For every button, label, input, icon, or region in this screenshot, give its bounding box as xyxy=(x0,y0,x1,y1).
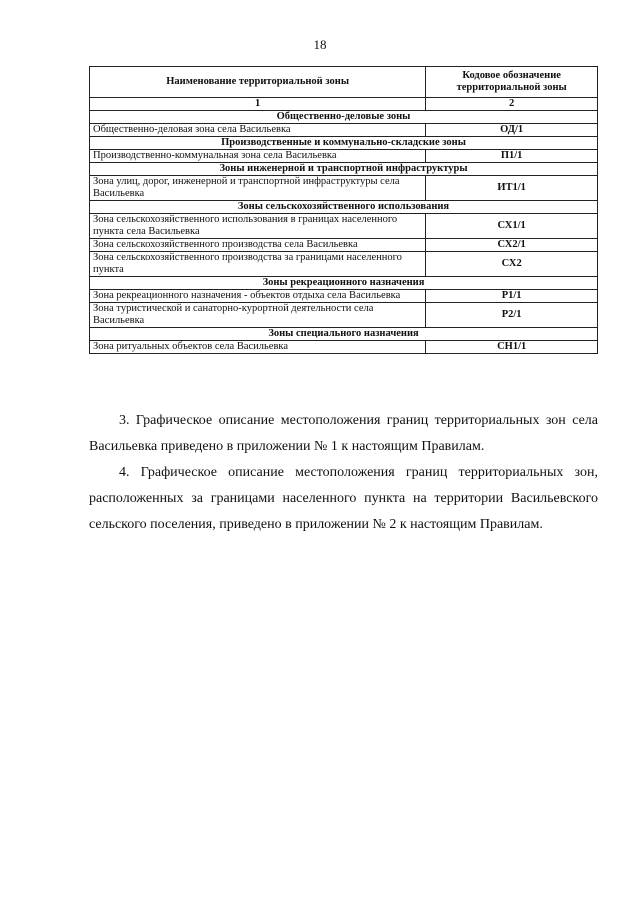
zone-code-cell: ИТ1/1 xyxy=(426,176,598,201)
table-row xyxy=(90,150,598,163)
territorial-zones-table xyxy=(89,66,598,354)
zone-group-title: Зоны рекреационного назначения xyxy=(90,277,598,290)
zone-group-title: Зоны специального назначения xyxy=(90,328,598,341)
zone-name-cell: Зона ритуальных объектов села Васильевка xyxy=(90,341,426,354)
zone-group-row xyxy=(90,201,598,214)
zone-name-cell: Общественно-деловая зона села Васильевка xyxy=(90,124,426,137)
page-number: 18 xyxy=(313,37,327,52)
zone-name-cell: Зона рекреационного назначения - объектов отдыха села Васильевка xyxy=(90,290,426,303)
zone-name-cell: Зона сельскохозяйственного производства села Васильевка xyxy=(90,239,426,252)
table-row xyxy=(90,124,598,137)
zone-group-row xyxy=(90,137,598,150)
table-row xyxy=(90,176,598,201)
zone-group-row xyxy=(90,111,598,124)
table-row xyxy=(90,341,598,354)
column-number-row xyxy=(90,98,598,111)
zone-code-cell: ОД/1 xyxy=(426,124,598,137)
zone-group-row xyxy=(90,163,598,176)
header-zone-name: Наименование территориальной зоны xyxy=(90,67,426,98)
zone-code-cell: СХ2 xyxy=(426,252,598,277)
table-row xyxy=(90,303,598,328)
table-row xyxy=(90,290,598,303)
zone-group-row xyxy=(90,328,598,341)
zone-group-title: Производственные и коммунально-складские зоны xyxy=(90,137,598,150)
zone-code-cell: П1/1 xyxy=(426,150,598,163)
zone-code-cell: СН1/1 xyxy=(426,341,598,354)
zone-group-row xyxy=(90,277,598,290)
table-row xyxy=(90,252,598,277)
zone-code-cell: Р2/1 xyxy=(426,303,598,328)
paragraph-3: 3. Графическое описание местоположения границ территориальных зон села Васильевка приведено в приложении № 1 к настоящим Правилам. xyxy=(89,413,598,454)
zone-group-title: Зоны сельскохозяйственного использования xyxy=(90,201,598,214)
zone-code-cell: СХ2/1 xyxy=(426,239,598,252)
zone-code-cell: СХ1/1 xyxy=(426,214,598,239)
zone-group-title: Зоны инженерной и транспортной инфраструктуры xyxy=(90,163,598,176)
table-row xyxy=(90,214,598,239)
zone-name-cell: Зона сельскохозяйственного производства за границами населенного пункта xyxy=(90,252,426,277)
zone-group-title: Общественно-деловые зоны xyxy=(90,111,598,124)
zone-name-cell: Зона сельскохозяйственного использования в границах населенного пункта села Васильевка xyxy=(90,214,426,239)
zone-code-cell: Р1/1 xyxy=(426,290,598,303)
header-zone-code: Кодовое обозначение территориальной зоны xyxy=(426,67,598,98)
zone-name-cell: Производственно-коммунальная зона села Васильевка xyxy=(90,150,426,163)
table-body xyxy=(90,111,598,354)
column-number-2: 2 xyxy=(426,98,598,111)
table-row xyxy=(90,239,598,252)
zone-name-cell: Зона улиц, дорог, инженерной и транспортной инфраструктуры села Васильевка xyxy=(90,176,426,201)
table-header-row xyxy=(90,67,598,98)
zone-name-cell: Зона туристической и санаторно-курортной деятельности села Васильевка xyxy=(90,303,426,328)
column-number-1: 1 xyxy=(90,98,426,111)
paragraph-4: 4. Графическое описание местоположения границ территориальных зон, расположенных за границами населенного пункта на территории Васильевского сельского поселения, приведено в приложении № 2 к настоящим Правилам. xyxy=(89,465,598,532)
